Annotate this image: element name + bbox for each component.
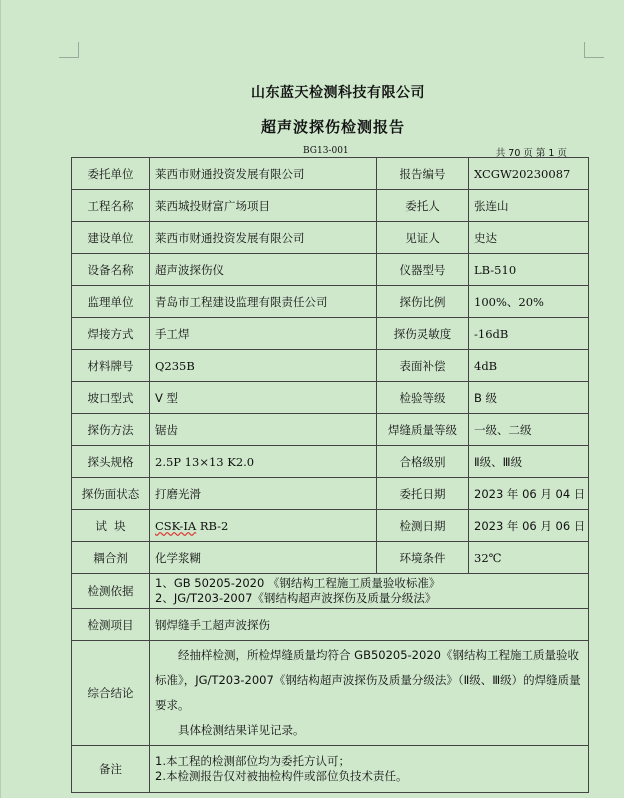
test-block-primary: CSK-ⅠA [155, 518, 197, 533]
table-row [72, 190, 589, 222]
field-label: 综合结论 [72, 641, 150, 746]
conclusion-value[interactable] [150, 641, 589, 746]
field-value[interactable]: 超声波探伤仪 [150, 254, 377, 286]
field-label: 见证人 [377, 222, 469, 254]
field-value[interactable]: 莱西城投财富广场项目 [150, 190, 377, 222]
field-value[interactable]: 莱西市财通投资发展有限公司 [150, 222, 377, 254]
field-label: 检测项目 [72, 609, 150, 641]
remarks-line: 1.本工程的检测部位均为委托方认可； [155, 754, 350, 768]
field-label: 检测依据 [72, 574, 150, 609]
table-row [72, 254, 589, 286]
table-row [72, 446, 589, 478]
field-label: 坡口型式 [72, 382, 150, 414]
field-value[interactable]: Q235B [150, 350, 377, 382]
page-info: 共 70 页 第 1 页 [495, 148, 567, 159]
basis-line: 1、GB 50205-2020 《钢结构工程施工质量验收标准》 [155, 576, 441, 590]
table-row [72, 158, 589, 190]
field-label: 材料牌号 [72, 350, 150, 382]
basis-line: 2、JG/T203-2007《钢结构超声波探伤及质量分级法》 [155, 591, 437, 605]
field-label: 仪器型号 [377, 254, 469, 286]
field-label: 探伤面状态 [72, 478, 150, 510]
document-code: BG13-001 [303, 146, 349, 156]
field-label: 设备名称 [72, 254, 150, 286]
field-label: 委托单位 [72, 158, 150, 190]
table-row [72, 510, 589, 542]
field-value[interactable]: 32℃ [469, 542, 589, 574]
table-row [72, 574, 589, 609]
field-value[interactable]: 4dB [469, 350, 589, 382]
field-value[interactable]: B 级 [469, 382, 589, 414]
field-value[interactable]: 青岛市工程建设监理有限责任公司 [150, 286, 377, 318]
table-row [72, 746, 589, 793]
field-value[interactable]: 2.5P 13×13 K2.0 [150, 446, 377, 478]
field-label: 委托日期 [377, 478, 469, 510]
report-title: 超声波探伤检测报告 [260, 118, 405, 136]
table-row [72, 382, 589, 414]
crop-mark-top-left-v [78, 42, 79, 58]
field-label: 检测日期 [377, 510, 469, 542]
field-label: 探伤比例 [377, 286, 469, 318]
field-label: 委托人 [377, 190, 469, 222]
field-label: 建设单位 [72, 222, 150, 254]
table-row [72, 641, 589, 746]
field-value[interactable]: 张连山 [469, 190, 589, 222]
field-value[interactable]: 打磨光滑 [150, 478, 377, 510]
field-label: 探伤方法 [72, 414, 150, 446]
table-row [72, 542, 589, 574]
field-value[interactable]: -16dB [469, 318, 589, 350]
table-row [72, 222, 589, 254]
field-label: 检验等级 [377, 382, 469, 414]
field-value[interactable]: V 型 [150, 382, 377, 414]
field-label: 报告编号 [377, 158, 469, 190]
field-label: 焊接方式 [72, 318, 150, 350]
field-value[interactable]: 2023 年 06 月 04 日 [469, 478, 589, 510]
field-value[interactable]: 史达 [469, 222, 589, 254]
field-label: 焊缝质量等级 [377, 414, 469, 446]
field-value[interactable]: 钢焊缝手工超声波探伤 [150, 609, 589, 641]
field-value[interactable]: XCGW20230087 [469, 158, 589, 190]
field-value[interactable]: 2023 年 06 月 06 日 [469, 510, 589, 542]
field-value[interactable] [150, 510, 377, 542]
field-label: 耦合剂 [72, 542, 150, 574]
remarks-line: 2.本检测报告仅对被抽检构件或部位负技术责任。 [155, 769, 408, 783]
company-name: 山东蓝天检测科技有限公司 [251, 85, 425, 101]
field-value[interactable]: Ⅱ级、Ⅲ级 [469, 446, 589, 478]
crop-mark-top-left-h [59, 57, 79, 58]
test-block-secondary: RB-2 [196, 518, 229, 533]
table-row [72, 286, 589, 318]
field-value[interactable]: 100%、20% [469, 286, 589, 318]
field-label: 探伤灵敏度 [377, 318, 469, 350]
table-row [72, 478, 589, 510]
field-label: 探头规格 [72, 446, 150, 478]
field-value[interactable]: LB-510 [469, 254, 589, 286]
table-row [72, 414, 589, 446]
table-row [72, 609, 589, 641]
field-value[interactable]: 锯齿 [150, 414, 377, 446]
field-label: 表面补偿 [377, 350, 469, 382]
field-value[interactable]: 化学浆糊 [150, 542, 377, 574]
field-value[interactable]: 手工焊 [150, 318, 377, 350]
field-label: 备注 [72, 746, 150, 793]
report-table [71, 157, 589, 793]
crop-mark-top-right-v [584, 42, 585, 58]
field-value[interactable]: 莱西市财通投资发展有限公司 [150, 158, 377, 190]
field-label: 工程名称 [72, 190, 150, 222]
remarks-value[interactable] [150, 746, 589, 793]
field-label: 合格级别 [377, 446, 469, 478]
table-row [72, 350, 589, 382]
field-label: 监理单位 [72, 286, 150, 318]
field-label: 环境条件 [377, 542, 469, 574]
conclusion-paragraph: 具体检测结果详见记录。 [178, 723, 305, 737]
crop-mark-top-right-h [584, 57, 604, 58]
basis-value[interactable] [150, 574, 589, 609]
field-value[interactable]: 一级、二级 [469, 414, 589, 446]
conclusion-paragraph: 经抽样检测，所检焊缝质量均符合 GB50205-2020《钢结构工程施工质量验收标准》，JG/T203-2007《钢结构超声波探伤及质量分级法》（Ⅱ级、Ⅲ级）的焊缝质量要求。 [155, 648, 581, 712]
table-row [72, 318, 589, 350]
field-label: 试 块 [72, 510, 150, 542]
